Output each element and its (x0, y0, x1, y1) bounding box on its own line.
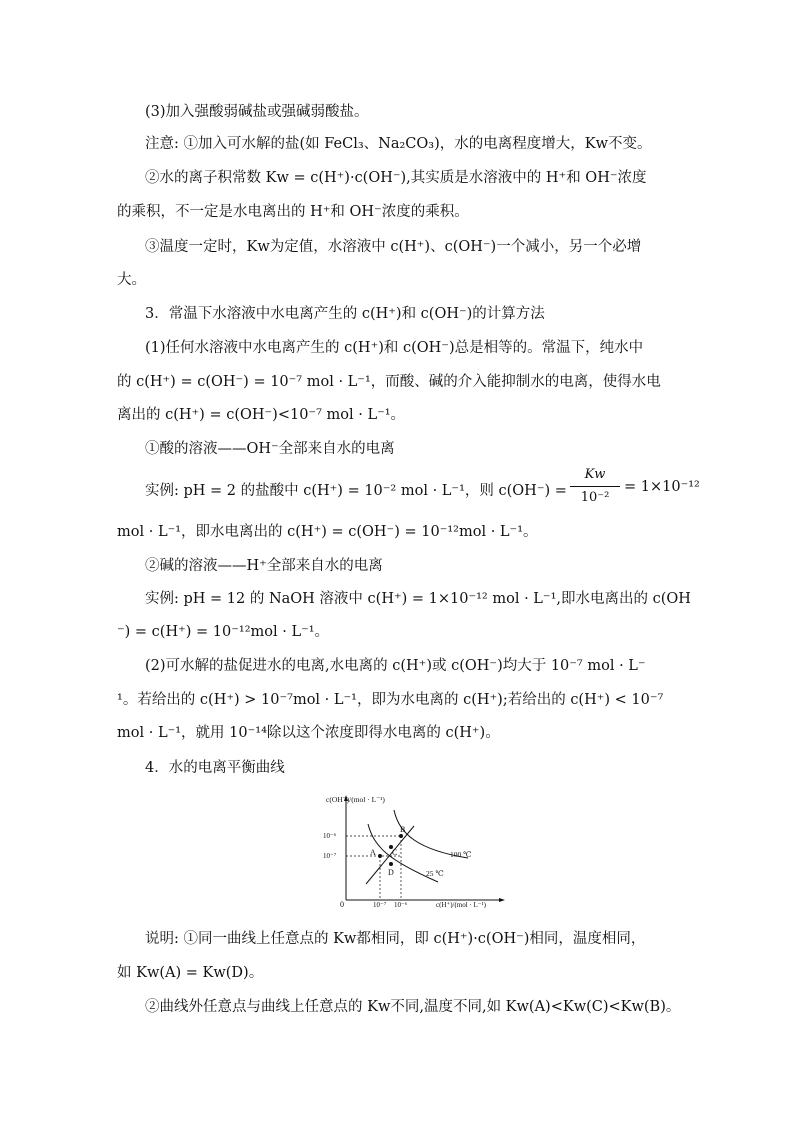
y-tick-1: 10⁻⁶ (323, 832, 337, 840)
point-d-label: D (388, 868, 394, 877)
text-line-22: 如 Kw(A) = Kw(D)。 (117, 965, 264, 981)
text-line-21: 说明: ①同一曲线上任意点的 Kw都相同，即 c(H⁺)·c(OH⁻)相同，温度相同， (145, 931, 646, 947)
text-line-13: mol · L⁻¹，即水电离出的 c(H⁺) = c(OH⁻) = 10⁻¹²mol · L⁻¹。 (117, 524, 538, 540)
section-heading-3: 3．常温下水溶液中水电离产生的 c(H⁺)和 c(OH⁻)的计算方法 (145, 306, 545, 322)
point-b-marker (399, 834, 403, 838)
text-line-8: (1)任何水溶液中水电离产生的 c(H⁺)和 c(OH⁻)总是相等的。常温下，纯水中 (145, 340, 644, 356)
text-line-18: ¹。若给出的 c(H⁺) > 10⁻⁷mol · L⁻¹，即为水电离的 c(H⁺);若给出的 c(H⁺) < 10⁻⁷ (117, 692, 664, 708)
fraction-denominator: 10⁻² (580, 490, 610, 505)
point-a-label: A (370, 848, 376, 857)
fraction-numerator: Kw (584, 467, 606, 482)
y-tick-2: 10⁻⁷ (323, 852, 337, 860)
x-axis-label: c(H⁺)/(mol · L⁻¹) (436, 901, 486, 908)
y-axis-label: c(OH⁻)/(mol · L⁻¹) (326, 795, 385, 804)
text-line-15: 实例: pH = 12 的 NaOH 溶液中 c(H⁺) = 1×10⁻¹² mol · L⁻¹,即水电离出的 c(OH (145, 591, 691, 607)
x-tick-2: 10⁻⁶ (394, 901, 408, 908)
point-d-marker (389, 862, 393, 866)
text-line-12a: 实例: pH = 2 的盐酸中 c(H⁺) = 10⁻² mol · L⁻¹，则 c(OH⁻) = (145, 483, 567, 499)
text-line-4: 的乘积，不一定是水电离出的 H⁺和 OH⁻浓度的乘积。 (117, 204, 469, 220)
text-line-2: 注意: ①加入可水解的盐(如 FeCl₃、Na₂CO₃)，水的电离程度增大，Kw不变。 (145, 136, 652, 152)
curve-25c-label: 25 ℃ (426, 869, 444, 878)
text-line-12b: = 1×10⁻¹² (624, 479, 700, 495)
text-line-17: (2)可水解的盐促进水的电离,水电离的 c(H⁺)或 c(OH⁻)均大于 10⁻⁷ mol · L⁻ (145, 658, 646, 674)
water-ionization-curve-figure (318, 792, 508, 908)
text-line-19: mol · L⁻¹，就用 10⁻¹⁴除以这个浓度即得水电离的 c(H⁺)。 (117, 725, 500, 741)
text-line-16: ⁻) = c(H⁺) = 10⁻¹²mol · L⁻¹。 (117, 624, 330, 640)
text-line-5: ③温度一定时，Kw为定值，水溶液中 c(H⁺)、c(OH⁻)一个减小，另一个必增 (145, 239, 642, 255)
text-line-9: 的 c(H⁺) = c(OH⁻) = 10⁻⁷ mol · L⁻¹，而酸、碱的介入能抑制水的电离，使得水电 (117, 374, 661, 390)
text-line-1: (3)加入强酸弱碱盐或强碱弱酸盐。 (145, 104, 369, 120)
text-line-3: ②水的离子积常数 Kw = c(H⁺)·c(OH⁻),其实质是水溶液中的 H⁺和 OH⁻浓度 (145, 170, 647, 186)
fraction-bar (570, 486, 620, 487)
x-axis-arrow (499, 898, 505, 902)
curve-100c-label: 100 ℃ (450, 850, 472, 859)
origin-label: 0 (340, 900, 344, 908)
text-line-23: ②曲线外任意点与曲线上任意点的 Kw不同,温度不同,如 Kw(A)<Kw(C)<Kw(B)。 (145, 999, 681, 1015)
text-line-6: 大。 (117, 272, 146, 288)
section-heading-4: 4．水的电离平衡曲线 (145, 760, 285, 776)
text-line-11: ①酸的溶液——OH⁻全部来自水的电离 (145, 441, 395, 457)
point-b-label: B (400, 825, 406, 834)
x-tick-1: 10⁻⁷ (373, 901, 387, 908)
text-line-10: 离出的 c(H⁺) = c(OH⁻)<10⁻⁷ mol · L⁻¹。 (117, 407, 406, 423)
point-c-label: C (392, 848, 398, 857)
point-a-marker (378, 854, 382, 858)
text-line-14: ②碱的溶液——H⁺全部来自水的电离 (145, 558, 383, 574)
